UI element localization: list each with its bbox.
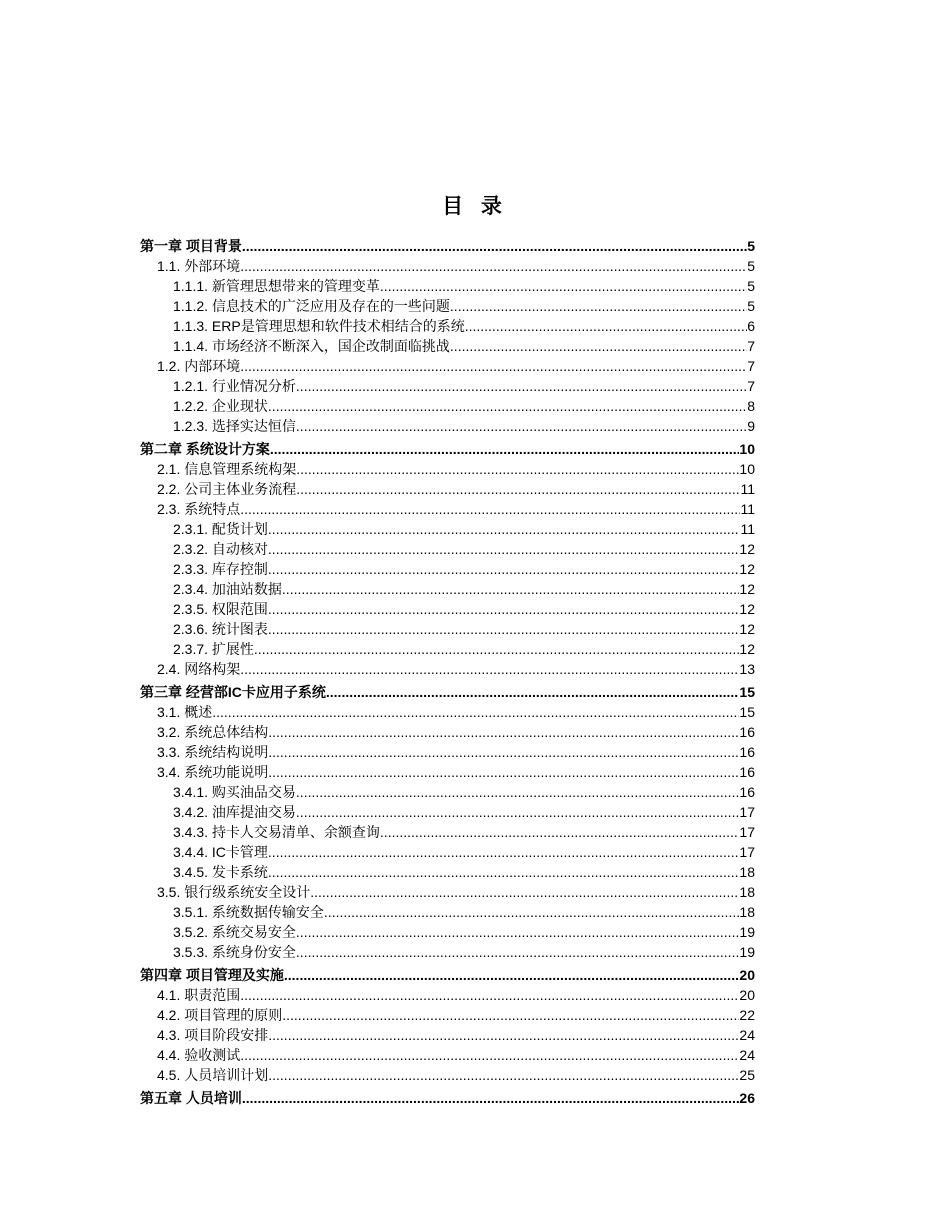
- toc-dot-leader: [268, 1066, 739, 1084]
- toc-section-entry[interactable]: [140, 741, 755, 761]
- toc-dot-leader: [240, 986, 739, 1004]
- toc-page-number: 12: [739, 561, 755, 577]
- toc-page-number: 12: [739, 641, 755, 657]
- toc-section-entry[interactable]: [140, 881, 755, 901]
- toc-entry-text: 1.1. 外部环境: [157, 258, 241, 274]
- toc-page-number: 15: [739, 684, 755, 700]
- toc-dot-leader: [268, 723, 739, 741]
- toc-page-number: 12: [739, 621, 755, 637]
- toc-dot-leader: [268, 520, 741, 538]
- toc-dot-leader: [465, 317, 748, 335]
- toc-dot-leader: [296, 803, 740, 821]
- toc-section-entry[interactable]: [140, 801, 755, 821]
- toc-section-entry[interactable]: [140, 518, 755, 538]
- toc-dot-leader: [254, 640, 740, 658]
- toc-section-entry[interactable]: [140, 658, 755, 678]
- toc-page-number: 17: [739, 844, 755, 860]
- toc-page-number: 15: [739, 704, 755, 720]
- toc-page-number: 19: [739, 944, 755, 960]
- toc-dot-leader: [240, 357, 747, 375]
- toc-entry-text: 3.3. 系统结构说明: [157, 744, 269, 760]
- toc-entry-text: 3.5.1. 系统数据传输安全: [173, 904, 324, 920]
- toc-entry-text: 4.4. 验收测试: [157, 1047, 241, 1063]
- toc-section-entry[interactable]: [140, 1004, 755, 1024]
- toc-entry-text: 2.4. 网络构架: [157, 661, 241, 677]
- toc-section-entry[interactable]: [140, 1024, 755, 1044]
- toc-section-entry[interactable]: [140, 538, 755, 558]
- toc-section-entry[interactable]: [140, 701, 755, 721]
- toc-entry-text: 4.1. 职责范围: [157, 987, 241, 1003]
- toc-section-entry[interactable]: [140, 618, 755, 638]
- toc-page-number: 17: [739, 804, 755, 820]
- toc-page-number: 16: [739, 784, 755, 800]
- table-of-contents: [140, 232, 755, 1107]
- toc-dot-leader: [268, 620, 740, 638]
- toc-entry-text: 4.5. 人员培训计划: [157, 1067, 269, 1083]
- toc-page-number: 5: [747, 298, 755, 314]
- toc-section-entry[interactable]: [140, 275, 755, 295]
- toc-dot-leader: [380, 823, 740, 841]
- toc-entry-text: 第三章 经营部IC卡应用子系统: [140, 684, 326, 700]
- toc-dot-leader: [268, 743, 739, 761]
- toc-dot-leader: [240, 660, 739, 678]
- toc-page-number: 10: [739, 441, 755, 457]
- toc-entry-text: 3.1. 概述: [157, 704, 213, 720]
- toc-page-number: 24: [739, 1047, 755, 1063]
- toc-dot-leader: [270, 440, 740, 458]
- toc-page-number: 11: [740, 501, 755, 517]
- toc-entry-text: 2.3.2. 自动核对: [173, 541, 268, 557]
- toc-section-entry[interactable]: [140, 921, 755, 941]
- toc-dot-leader: [282, 580, 740, 598]
- toc-page-number: 5: [747, 258, 755, 274]
- toc-entry-text: 2.1. 信息管理系统构架: [157, 461, 297, 477]
- toc-section-entry[interactable]: [140, 355, 755, 375]
- toc-page-number: 10: [739, 461, 755, 477]
- toc-entry-text: 2.3. 系统特点: [157, 501, 241, 517]
- toc-entry-text: 3.4.5. 发卡系统: [173, 864, 268, 880]
- toc-page-number: 11: [740, 481, 755, 497]
- toc-page-number: 7: [747, 358, 755, 374]
- toc-page-number: 18: [739, 884, 755, 900]
- toc-entry-text: 2.2. 公司主体业务流程: [157, 481, 297, 497]
- toc-section-entry[interactable]: [140, 901, 755, 921]
- toc-dot-leader: [268, 863, 740, 881]
- toc-page-number: 22: [739, 1007, 755, 1023]
- toc-section-entry[interactable]: [140, 558, 755, 578]
- toc-section-entry[interactable]: [140, 375, 755, 395]
- toc-section-entry[interactable]: [140, 578, 755, 598]
- toc-entry-text: 2.3.5. 权限范围: [173, 601, 268, 617]
- toc-page-number: 17: [739, 824, 755, 840]
- toc-section-entry[interactable]: [140, 941, 755, 961]
- toc-dot-leader: [450, 297, 747, 315]
- toc-dot-leader: [284, 966, 740, 984]
- toc-dot-leader: [242, 237, 747, 255]
- toc-entry-text: 4.3. 项目阶段安排: [157, 1027, 269, 1043]
- toc-page-number: 12: [739, 581, 755, 597]
- toc-dot-leader: [212, 703, 739, 721]
- toc-section-entry[interactable]: [140, 841, 755, 861]
- toc-dot-leader: [268, 1026, 739, 1044]
- toc-dot-leader: [380, 277, 747, 295]
- toc-section-entry[interactable]: [140, 861, 755, 881]
- toc-dot-leader: [268, 843, 740, 861]
- toc-dot-leader: [324, 903, 740, 921]
- toc-section-entry[interactable]: [140, 395, 755, 415]
- toc-entry-text: 3.5. 银行级系统安全设计: [157, 884, 311, 900]
- toc-page-number: 19: [739, 924, 755, 940]
- toc-entry-text: 3.4.1. 购买油品交易: [173, 784, 296, 800]
- toc-page-number: 7: [747, 378, 755, 394]
- toc-section-entry[interactable]: [140, 821, 755, 841]
- toc-section-entry[interactable]: [140, 721, 755, 741]
- toc-entry-text: 第二章 系统设计方案: [140, 441, 270, 457]
- toc-entry-text: 1.2. 内部环境: [157, 358, 241, 374]
- toc-entry-text: 1.2.3. 选择实达恒信: [173, 418, 296, 434]
- toc-chapter-entry[interactable]: [140, 232, 755, 255]
- toc-dot-leader: [282, 1006, 739, 1024]
- toc-entry-text: 2.3.7. 扩展性: [173, 641, 254, 657]
- toc-entry-text: 2.3.1. 配货计划: [173, 521, 268, 537]
- toc-page-number: 13: [739, 661, 755, 677]
- toc-page-number: 9: [747, 418, 755, 434]
- toc-page-number: 6: [747, 318, 755, 334]
- toc-section-entry[interactable]: [140, 1044, 755, 1064]
- toc-page-number: 24: [739, 1027, 755, 1043]
- toc-entry-text: 1.1.3. ERP是管理思想和软件技术相结合的系统: [173, 318, 465, 334]
- toc-section-entry[interactable]: [140, 458, 755, 478]
- toc-entry-text: 1.2.1. 行业情况分析: [173, 378, 296, 394]
- toc-entry-text: 4.2. 项目管理的原则: [157, 1007, 283, 1023]
- toc-entry-text: 3.4. 系统功能说明: [157, 764, 269, 780]
- toc-entry-text: 1.1.1. 新管理思想带来的管理变革: [173, 278, 380, 294]
- toc-dot-leader: [240, 1046, 739, 1064]
- toc-page-number: 12: [739, 541, 755, 557]
- toc-section-entry[interactable]: [140, 315, 755, 335]
- toc-entry-text: 第五章 人员培训: [140, 1090, 242, 1106]
- toc-entry-text: 2.3.4. 加油站数据: [173, 581, 282, 597]
- toc-page-number: 16: [739, 764, 755, 780]
- toc-entry-text: 1.1.4. 市场经济不断深入，国企改制面临挑战: [173, 338, 450, 354]
- toc-section-entry[interactable]: [140, 984, 755, 1004]
- toc-dot-leader: [326, 683, 740, 701]
- toc-entry-text: 3.4.4. IC卡管理: [173, 844, 268, 860]
- toc-dot-leader: [296, 480, 740, 498]
- toc-section-entry[interactable]: [140, 761, 755, 781]
- toc-page-number: 5: [747, 238, 755, 254]
- toc-section-entry[interactable]: [140, 415, 755, 435]
- toc-page-number: 16: [739, 724, 755, 740]
- toc-entry-text: 2.3.6. 统计图表: [173, 621, 268, 637]
- toc-entry-text: 第四章 项目管理及实施: [140, 967, 284, 983]
- toc-page-number: 20: [739, 987, 755, 1003]
- toc-section-entry[interactable]: [140, 255, 755, 275]
- toc-page-number: 16: [739, 744, 755, 760]
- toc-page-number: 12: [739, 601, 755, 617]
- toc-section-entry[interactable]: [140, 498, 755, 518]
- toc-page-number: 5: [747, 278, 755, 294]
- toc-dot-leader: [268, 600, 740, 618]
- toc-dot-leader: [296, 460, 739, 478]
- toc-page-number: 11: [740, 521, 755, 537]
- toc-dot-leader: [268, 540, 740, 558]
- toc-dot-leader: [268, 397, 747, 415]
- toc-page-number: 18: [739, 864, 755, 880]
- toc-entry-text: 3.4.3. 持卡人交易清单、余额查询: [173, 824, 380, 840]
- toc-dot-leader: [242, 1089, 740, 1107]
- toc-section-entry[interactable]: [140, 335, 755, 355]
- toc-chapter-entry[interactable]: [140, 1084, 755, 1107]
- toc-dot-leader: [296, 783, 740, 801]
- toc-page-number: 20: [739, 967, 755, 983]
- toc-dot-leader: [310, 883, 739, 901]
- toc-section-entry[interactable]: [140, 478, 755, 498]
- toc-dot-leader: [296, 377, 747, 395]
- toc-dot-leader: [296, 923, 740, 941]
- toc-chapter-entry[interactable]: [140, 678, 755, 701]
- toc-dot-leader: [296, 943, 740, 961]
- toc-page-number: 25: [739, 1067, 755, 1083]
- toc-page-number: 18: [739, 904, 755, 920]
- toc-page-number: 7: [747, 338, 755, 354]
- toc-section-entry[interactable]: [140, 638, 755, 658]
- toc-section-entry[interactable]: [140, 598, 755, 618]
- toc-chapter-entry[interactable]: [140, 961, 755, 984]
- toc-dot-leader: [450, 337, 747, 355]
- toc-chapter-entry[interactable]: [140, 435, 755, 458]
- toc-entry-text: 3.5.2. 系统交易安全: [173, 924, 296, 940]
- toc-dot-leader: [268, 560, 740, 578]
- toc-entry-text: 第一章 项目背景: [140, 238, 242, 254]
- toc-entry-text: 3.5.3. 系统身份安全: [173, 944, 296, 960]
- toc-entry-text: 2.3.3. 库存控制: [173, 561, 268, 577]
- toc-dot-leader: [268, 763, 739, 781]
- toc-section-entry[interactable]: [140, 1064, 755, 1084]
- toc-dot-leader: [240, 257, 747, 275]
- toc-page-number: 26: [739, 1090, 755, 1106]
- toc-page-number: 8: [747, 398, 755, 414]
- toc-section-entry[interactable]: [140, 781, 755, 801]
- toc-entry-text: 1.2.2. 企业现状: [173, 398, 268, 414]
- toc-title: 目 录: [442, 195, 508, 218]
- toc-entry-text: 3.4.2. 油库提油交易: [173, 804, 296, 820]
- toc-dot-leader: [240, 500, 740, 518]
- toc-dot-leader: [296, 417, 747, 435]
- toc-section-entry[interactable]: [140, 295, 755, 315]
- toc-entry-text: 3.2. 系统总体结构: [157, 724, 269, 740]
- toc-entry-text: 1.1.2. 信息技术的广泛应用及存在的一些问题: [173, 298, 450, 314]
